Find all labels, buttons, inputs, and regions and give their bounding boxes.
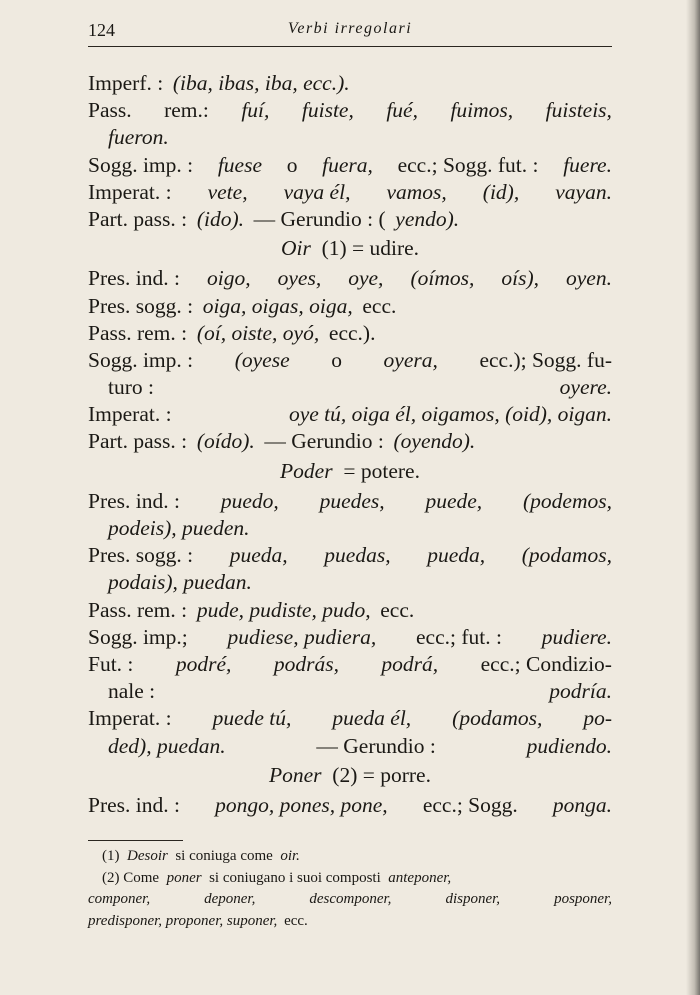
text-segment: ecc.); Sogg. fu- bbox=[479, 347, 612, 372]
text-line bbox=[88, 320, 612, 347]
text-segment: pongo, pones, pone, bbox=[215, 792, 388, 817]
text-segment: vamos, bbox=[386, 179, 447, 204]
text-segment: Pass. bbox=[88, 98, 132, 123]
text-segment: oye, bbox=[348, 266, 384, 291]
text-line bbox=[88, 152, 612, 179]
text-line bbox=[88, 597, 612, 624]
text-segment: podrá, bbox=[381, 651, 439, 676]
text-segment: Pass. rem. : bbox=[88, 320, 188, 345]
page-number: 124 bbox=[88, 20, 115, 40]
text-line bbox=[88, 733, 612, 760]
text-segment: ecc.; Sogg. fut. : bbox=[397, 152, 539, 177]
text-line bbox=[88, 206, 612, 233]
text-segment: oigo, bbox=[207, 266, 251, 291]
footnote-line bbox=[88, 868, 612, 890]
text-segment: Pres. sogg. : bbox=[88, 543, 194, 568]
text-line bbox=[88, 97, 612, 124]
text-segment: fuera, bbox=[322, 152, 373, 177]
text-segment: po- bbox=[583, 706, 612, 731]
text-segment: o bbox=[286, 152, 298, 177]
text-line bbox=[88, 542, 612, 569]
text-segment: turo : bbox=[108, 375, 154, 400]
text-segment: ecc.; Sogg. bbox=[422, 792, 518, 817]
text-segment: Fut. : bbox=[88, 651, 134, 676]
body-text bbox=[88, 70, 612, 819]
text-line bbox=[88, 488, 612, 515]
text-segment: pudiere. bbox=[541, 624, 612, 649]
text-segment: (2) = porre. bbox=[332, 762, 431, 787]
text-segment: ded), puedan. bbox=[108, 733, 226, 758]
text-segment: (ido). bbox=[196, 206, 244, 231]
text-segment: (oí, oiste, oyó, bbox=[196, 320, 320, 345]
text-segment: ecc. bbox=[284, 912, 308, 929]
text-segment: Oir bbox=[280, 236, 311, 261]
text-segment: oyera, bbox=[383, 347, 438, 372]
text-segment: Pres. sogg. : bbox=[88, 293, 194, 318]
text-line bbox=[88, 235, 612, 262]
text-segment: nale : bbox=[108, 679, 156, 704]
text-line bbox=[88, 265, 612, 292]
text-segment: (podemos, bbox=[523, 488, 612, 513]
text-segment: poner bbox=[166, 869, 202, 886]
text-segment: — Gerundio : bbox=[264, 429, 384, 454]
text-segment: fuese bbox=[217, 152, 263, 177]
text-segment: o bbox=[331, 347, 342, 372]
text-segment: Sogg. imp. : bbox=[88, 152, 194, 177]
text-segment: Pres. ind. : bbox=[88, 266, 180, 291]
text-segment: (oído). bbox=[196, 429, 255, 454]
text-segment: fuere. bbox=[563, 152, 612, 177]
text-segment: Pres. ind. : bbox=[88, 488, 180, 513]
text-segment: Sogg. imp.; bbox=[88, 624, 188, 649]
text-segment: oyen. bbox=[566, 266, 612, 291]
text-segment: puedas, bbox=[324, 543, 391, 568]
text-segment: predisponer, proponer, suponer, bbox=[88, 912, 278, 929]
text-segment: anteponer, bbox=[388, 869, 452, 886]
text-segment: — Gerundio : ( bbox=[253, 206, 386, 231]
text-segment: Imperat. : bbox=[88, 402, 172, 427]
text-line bbox=[88, 347, 612, 374]
text-segment: fué, bbox=[386, 98, 418, 123]
text-segment: = potere. bbox=[343, 458, 420, 483]
page-header bbox=[88, 20, 612, 47]
text-segment: pudiese, pudiera, bbox=[227, 624, 377, 649]
text-segment: ecc.). bbox=[328, 320, 376, 345]
text-segment: fuisteis, bbox=[545, 98, 612, 123]
text-segment: (podamos, bbox=[452, 706, 543, 731]
text-line bbox=[88, 428, 612, 455]
text-line bbox=[88, 293, 612, 320]
text-segment: — Gerundio : bbox=[316, 733, 436, 758]
text-segment: si coniuga come bbox=[175, 848, 273, 864]
text-segment: ecc. bbox=[380, 597, 415, 622]
text-segment: Desoir bbox=[127, 848, 168, 864]
text-segment: Imperat. : bbox=[88, 179, 172, 204]
footnote-line bbox=[88, 911, 612, 933]
text-segment: (2) Come bbox=[102, 869, 160, 886]
footnote-rule bbox=[88, 840, 183, 841]
text-segment: oir. bbox=[280, 848, 300, 864]
text-segment: Poder bbox=[280, 458, 333, 483]
text-line bbox=[88, 458, 612, 485]
text-segment: ecc.; fut. : bbox=[415, 624, 502, 649]
text-segment: (oyendo). bbox=[393, 429, 476, 454]
text-segment: vaya él, bbox=[283, 179, 351, 204]
text-segment: vete, bbox=[207, 179, 248, 204]
text-segment: puede tú, bbox=[212, 706, 292, 731]
text-line bbox=[88, 792, 612, 819]
text-segment: disponer, bbox=[445, 891, 501, 907]
page-edge-shadow bbox=[686, 0, 700, 995]
text-segment: podría. bbox=[549, 679, 612, 704]
text-segment: Imperat. : bbox=[88, 706, 172, 731]
text-segment: fuiste, bbox=[301, 98, 354, 123]
text-segment: yendo). bbox=[395, 206, 460, 231]
text-segment: (id), bbox=[482, 179, 520, 204]
text-segment: podais), puedan. bbox=[108, 570, 252, 595]
text-segment: fuimos, bbox=[450, 98, 514, 123]
running-title: Verbi irregolari bbox=[287, 20, 413, 37]
text-line bbox=[88, 762, 612, 789]
text-segment: oyere. bbox=[559, 375, 612, 400]
text-line bbox=[88, 678, 612, 705]
text-line bbox=[88, 401, 612, 428]
text-segment: (podamos, bbox=[521, 543, 612, 568]
text-segment: (oyese bbox=[234, 347, 290, 372]
text-segment: fuí, bbox=[241, 98, 270, 123]
text-line bbox=[88, 515, 612, 542]
text-segment: oiga, oigas, oiga, bbox=[202, 293, 353, 318]
text-segment: (iba, ibas, iba, ecc.). bbox=[172, 71, 350, 95]
text-segment: componer, bbox=[88, 891, 151, 907]
text-segment: (oímos, bbox=[410, 266, 475, 291]
text-segment: ponga. bbox=[552, 792, 612, 817]
text-segment: ecc.; Condizio- bbox=[480, 651, 612, 676]
text-segment: posponer, bbox=[554, 891, 612, 907]
text-segment: pueda, bbox=[229, 543, 288, 568]
text-segment: Part. pass. : bbox=[88, 429, 188, 454]
text-segment: deponer, bbox=[204, 891, 256, 907]
text-segment: podré, bbox=[175, 651, 232, 676]
text-line bbox=[88, 624, 612, 651]
text-segment: vayan. bbox=[555, 179, 612, 204]
text-segment: puedo, bbox=[220, 488, 279, 513]
footnote-line bbox=[88, 846, 612, 868]
text-segment: podrás, bbox=[273, 651, 339, 676]
text-segment: fueron. bbox=[108, 125, 169, 150]
text-segment: Part. pass. : bbox=[88, 206, 188, 231]
text-segment: pueda, bbox=[427, 543, 486, 568]
text-segment: Poner bbox=[269, 762, 322, 787]
text-segment: oye tú, oiga él, oigamos, (oid), oigan. bbox=[288, 402, 612, 427]
text-segment: Pass. rem. : bbox=[88, 597, 188, 622]
text-segment: si coniugano i suoi composti bbox=[209, 869, 381, 886]
text-segment: oís), bbox=[501, 266, 539, 291]
text-segment: (1) = udire. bbox=[321, 236, 420, 261]
text-segment: descomponer, bbox=[309, 891, 392, 907]
text-segment: rem.: bbox=[164, 98, 209, 123]
text-segment: podeis), pueden. bbox=[108, 516, 250, 540]
text-segment: ecc. bbox=[362, 293, 397, 318]
text-segment: pude, pudiste, pudo, bbox=[196, 597, 371, 622]
text-line bbox=[88, 124, 612, 151]
text-segment: pueda él, bbox=[332, 706, 412, 731]
text-line bbox=[88, 70, 612, 97]
text-segment: Pres. ind. : bbox=[88, 792, 180, 817]
text-segment: Sogg. imp. : bbox=[88, 347, 194, 372]
footnotes bbox=[88, 846, 612, 932]
text-segment: puede, bbox=[425, 488, 483, 513]
text-segment: puedes, bbox=[319, 488, 385, 513]
footnote-line bbox=[88, 889, 612, 911]
text-line bbox=[88, 179, 612, 206]
text-line bbox=[88, 569, 612, 596]
text-segment: oyes, bbox=[277, 266, 322, 291]
text-segment: pudiendo. bbox=[526, 733, 612, 758]
text-line bbox=[88, 705, 612, 732]
text-segment: (1) bbox=[102, 848, 120, 864]
text-line bbox=[88, 374, 612, 401]
text-line bbox=[88, 651, 612, 678]
text-segment: Imperf. : bbox=[88, 71, 164, 95]
